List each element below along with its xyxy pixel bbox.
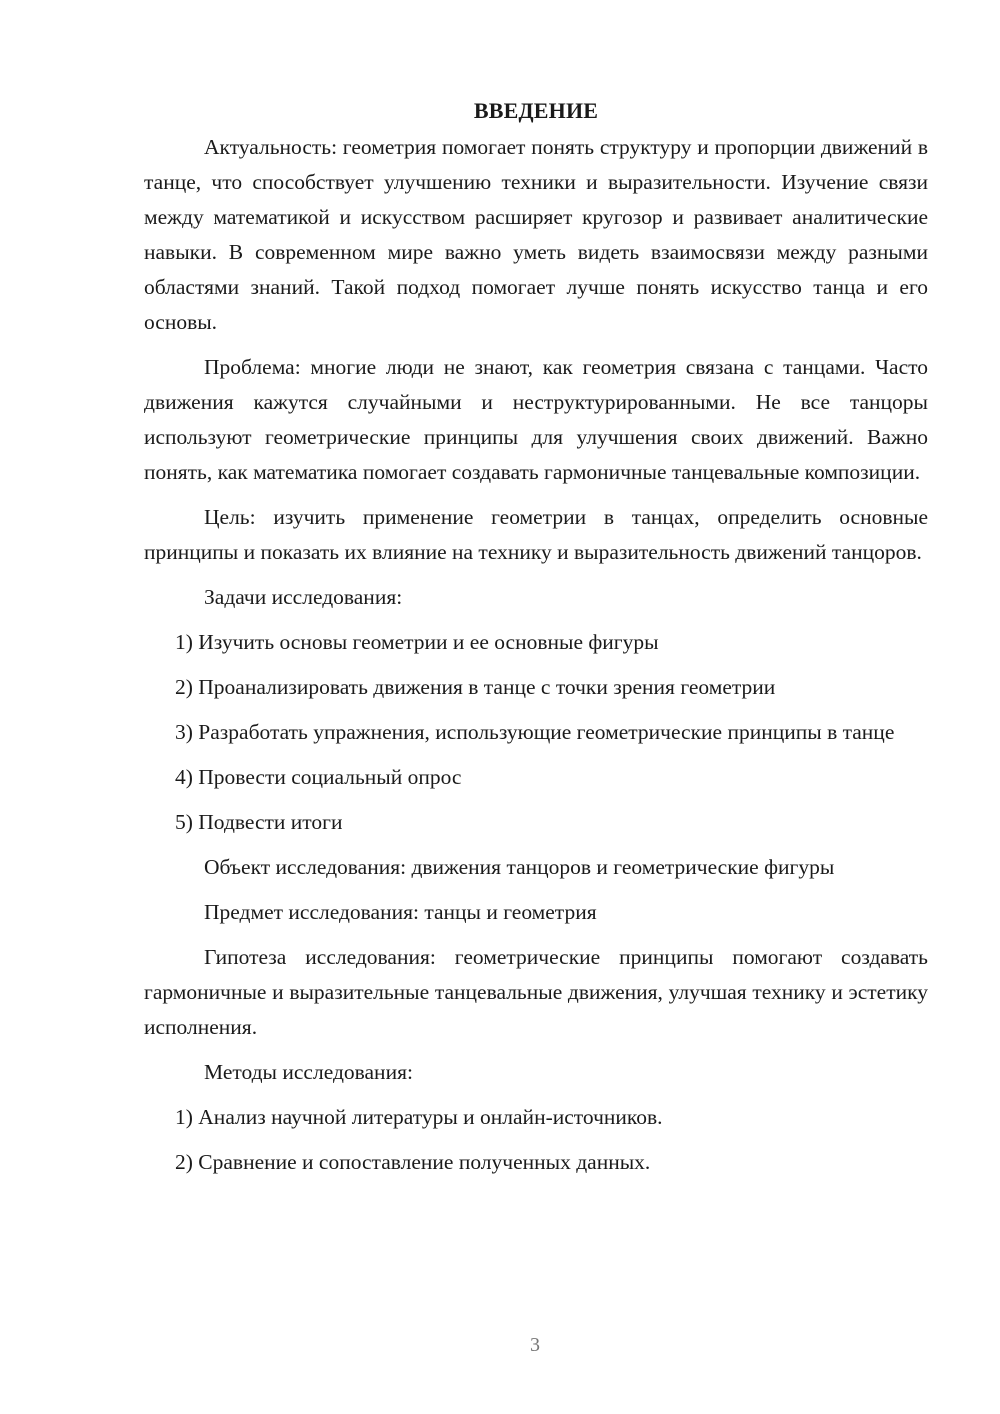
task-item-2: 2) Проанализировать движения в танце с точки зрения геометрии xyxy=(175,675,776,699)
task-item-4: 4) Провести социальный опрос xyxy=(175,765,462,789)
tasks-title: Задачи исследования: xyxy=(204,585,403,609)
section-heading: ВВЕДЕНИЕ xyxy=(473,98,599,123)
problem-paragraph: Проблема: многие люди не знают, как геометрия связана с танцами. Часто движения кажутся случайными и неструктурированными. Не все танцоры используют геометрические принципы для улучшения своих движений. Важно понять, как математика помогает создавать гармоничные танцевальные композиции. xyxy=(144,355,928,484)
hypothesis-paragraph: Гипотеза исследования: геометрические принципы помогают создавать гармоничные и выразительные танцевальные движения, улучшая технику и эстетику исполнения. xyxy=(144,945,928,1039)
method-item-1: 1) Анализ научной литературы и онлайн-источников. xyxy=(175,1105,663,1129)
page-number: 3 xyxy=(530,1334,540,1356)
subject-line: Предмет исследования: танцы и геометрия xyxy=(204,900,597,924)
method-item-2: 2) Сравнение и сопоставление полученных данных. xyxy=(175,1150,651,1174)
task-item-3: 3) Разработать упражнения, использующие геометрические принципы в танце xyxy=(175,720,895,744)
methods-title: Методы исследования: xyxy=(204,1060,413,1084)
goal-paragraph: Цель: изучить применение геометрии в танцах, определить основные принципы и показать их влияние на технику и выразительность движений танцоров. xyxy=(144,505,928,564)
object-line: Объект исследования: движения танцоров и геометрические фигуры xyxy=(204,855,835,879)
relevance-paragraph: Актуальность: геометрия помогает понять структуру и пропорции движений в танце, что способствует улучшению техники и выразительности. Изучение связи между математикой и искусством расширяет кругозор и развивает аналитические навыки. В современном мире важно уметь видеть взаимосвязи между разными областями знаний. Такой подход помогает лучше понять искусство танца и его основы. xyxy=(144,135,928,334)
document-page xyxy=(144,92,928,1180)
task-item-1: 1) Изучить основы геометрии и ее основные фигуры xyxy=(175,630,659,654)
task-item-5: 5) Подвести итоги xyxy=(175,810,343,834)
